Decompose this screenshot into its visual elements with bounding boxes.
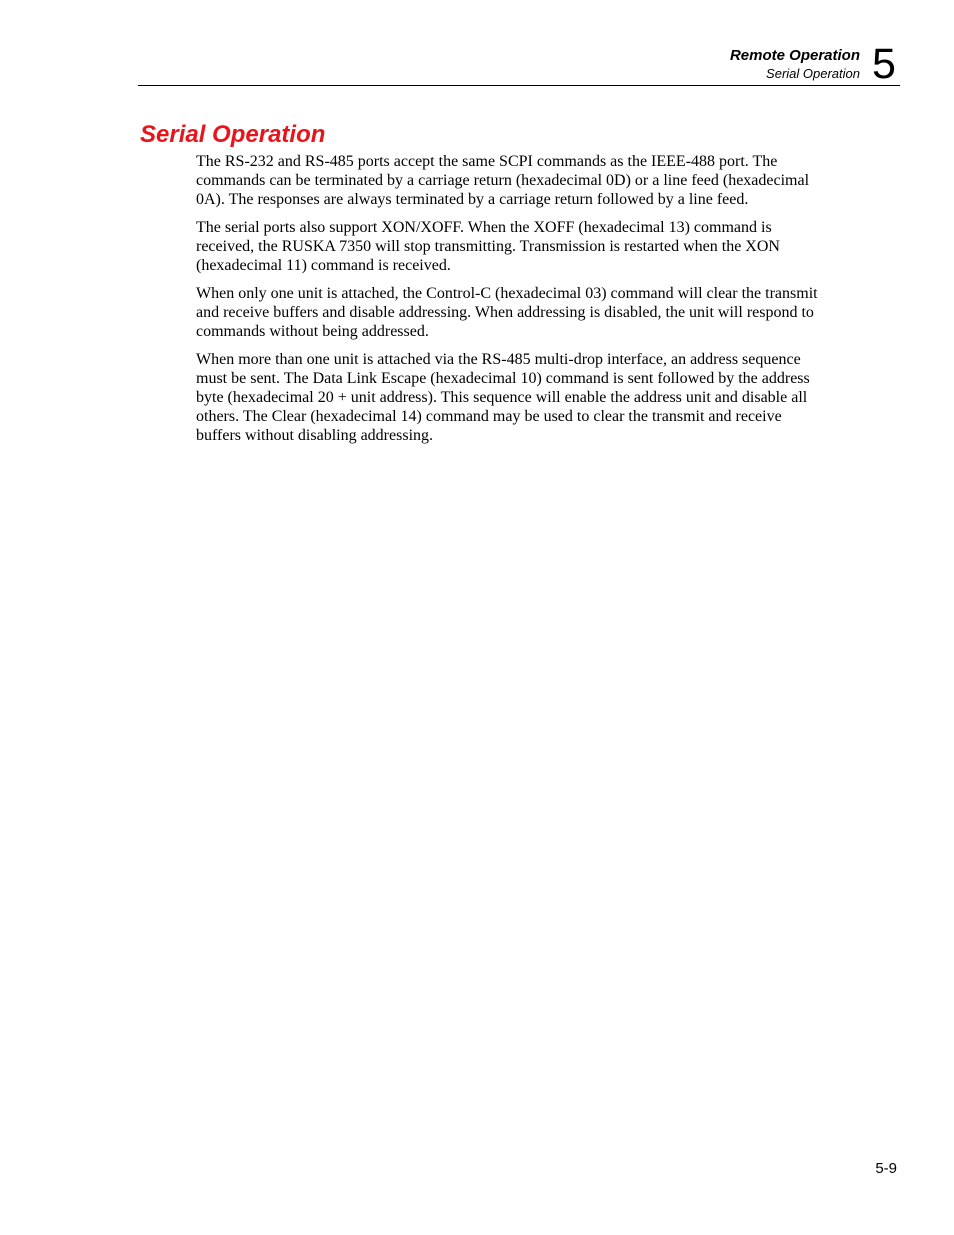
chapter-number: 5 — [872, 40, 896, 88]
header-chapter-title: Remote Operation — [729, 47, 860, 64]
body-paragraph: When only one unit is attached, the Control-C (hexadecimal 03) command will clear the transmit and receive buffers and disable addressing. When addressing is disabled, the unit will respond to commands without being addressed. — [196, 285, 818, 340]
section-heading: Serial Operation — [140, 121, 326, 148]
running-header — [730, 46, 860, 83]
body-paragraph: When more than one unit is attached via the RS-485 multi-drop interface, an address sequence must be sent. The Data Link Escape (hexadecimal 10) command is sent followed by the address byte (hexadecimal 20 + unit address). This sequence will enable the address unit and disable all others. The Clear (hexadecimal 14) command may be used to clear the transmit and receive buffers without disabling addressing. — [196, 351, 810, 444]
header-section-title: Serial Operation — [766, 66, 860, 81]
body-paragraph: The RS-232 and RS-485 ports accept the same SCPI commands as the IEEE-488 port. The commands can be terminated by a carriage return (hexadecimal 0D) or a line feed (hexadecimal 0A). The responses are always terminated by a carriage return followed by a line feed. — [196, 153, 810, 208]
header-divider — [138, 85, 900, 86]
page-number: 5-9 — [875, 1160, 897, 1177]
section-body — [196, 152, 818, 454]
body-paragraph: The serial ports also support XON/XOFF. When the XOFF (hexadecimal 13) command is received, the RUSKA 7350 will stop transmitting. Transmission is restarted when the XON (hexadecimal 11) command is received. — [196, 219, 780, 274]
